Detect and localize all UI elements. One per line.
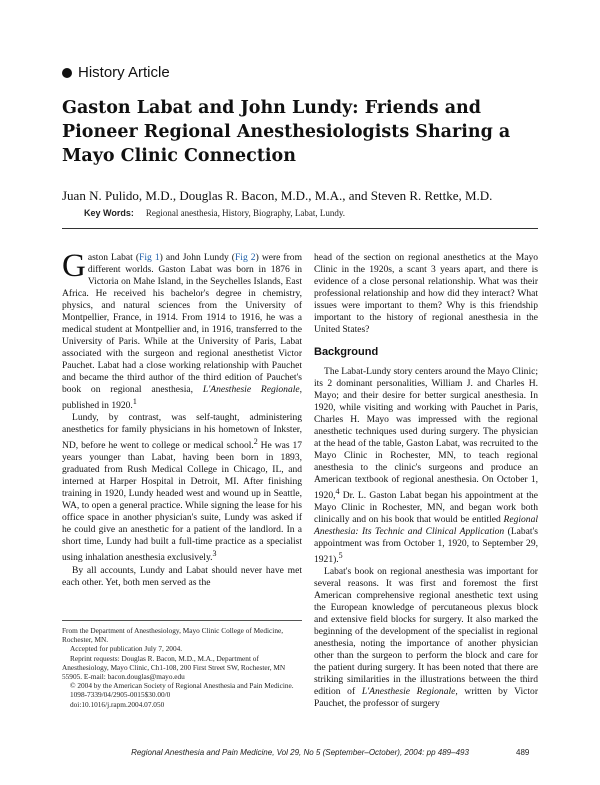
- footnote-affiliation: From the Department of Anesthesiology, Mayo Clinic College of Medicine, Rochester, MN.: [62, 626, 284, 645]
- keywords-list: Regional anesthesia, History, Biography, Labat, Lundy.: [145, 208, 346, 218]
- right-paragraph-3: Labat's book on regional anesthesia was important for several reasons. It was first and foremost the first American comprehensive regional anesthetic text using the European knowledge of percutaneous plexus block and extensive field blocks for surgery. It also marked the beginning of the development of the specialist in regional anesthesia, noting the importance of another physician other than the surgeon to perform the block and care for the patient during surgery. It has been noted that there are striking similarities in the illustrations between the third edition of L'Anesthesie Regionale, written by Victor Pauchet, the professor of surgery: [314, 566, 538, 710]
- right-paragraph-1: head of the section on regional anesthetics at the Mayo Clinic in the 1920s, a scant 3 years apart, and there is evidence of a close personal relationship. What was their professional relationship and how did they interact? What issues were important to them? Why is this friendship important to the history of regional anesthesia in the United States?: [314, 252, 538, 335]
- fig2-link[interactable]: Fig 2: [235, 252, 256, 263]
- paragraph-2: Lundy, by contrast, was self-taught, administering anesthetics for family physicians in his hometown of Inkster, ND, before he went to college or medical school.$^2$ He was 17 years younger than Labat, having been born in 1893, graduated from Rush Medical College in Chicago, IL, and interned at Harper Hospital in Detroit, MI. After finishing training in 1920, Lundy headed west and wound up in Seattle, WA, to open a general practice. While signing the lease for his office space in another physician's suite, Lundy was asked if he could give an anesthetic for a patient of the landlord. In a short time, Lundy had built a full-time practice as a specialist using inhalation anesthesia exclusively.$^3$: [62, 412, 302, 564]
- footnote: [62, 626, 302, 709]
- paragraph-3: By all accounts, Lundy and Labat should never have met each other. Yet, both men served as the: [62, 564, 302, 588]
- ref-1: 1: [132, 397, 137, 406]
- left-column: [62, 248, 302, 589]
- keywords-label: Key Words:: [84, 208, 134, 218]
- article-title: Gaston Labat and John Lundy: Friends and Pioneer Regional Anesthesiologists Sharing a Mayo Clinic Connection: [62, 98, 511, 166]
- footnote-rule: [62, 620, 302, 621]
- section-heading-background: Background: [314, 346, 379, 358]
- section-label: [62, 64, 170, 81]
- footnote-doi: doi:10.1016/j.rapm.2004.07.050: [70, 699, 165, 709]
- page-number: 489: [516, 748, 530, 757]
- header-rule: [62, 228, 538, 229]
- footnote-issn: 1098-7339/04/2905-0015$30.00/0: [70, 690, 171, 700]
- journal-footer: Regional Anesthesia and Pain Medicine, Vol 29, No 5 (September–October), 2004: pp 489–493: [131, 748, 469, 757]
- footnote-copyright: © 2004 by the American Society of Regional Anesthesia and Pain Medicine.: [70, 681, 294, 691]
- section-label-text: History Article: [78, 64, 170, 81]
- right-column: [314, 252, 538, 710]
- fig1-link[interactable]: Fig 1: [139, 252, 160, 263]
- keywords: [84, 208, 345, 218]
- authors: Juan N. Pulido, M.D., Douglas R. Bacon, M.D., M.A., and Steven R. Rettke, M.D.: [62, 188, 493, 203]
- footnote-reprint: Reprint requests: Douglas R. Bacon, M.D., M.A., Department of Anesthesiology, Mayo Clinic, Ch1-108, 200 First Street SW, Rochester, MN 55905. E-mail: bacon.douglas@mayo.edu: [62, 653, 286, 682]
- paragraph-1: Gaston Labat (Fig 1) and John Lundy (Fig 2) were from different worlds. Gaston Labat was born in 1876 in Victoria on Mahe Island, in the Seychelles Islands, East Africa. He received his bachelor's degree in chemistry, physics, and natural sciences from the University of Montpellier, France, in 1914. From 1914 to 1916, he was a medical student at Montpellier and, in 1916, transferred to the University of Paris. While at the University of Paris, Labat associated with the surgeon and regional anesthetist Victor Pauchet. Labat had a close working relationship with Pauchet and became the third author of the third edition of Pauchet's book on regional anesthesia, L'Anesthesie Regionale, published in 1920.$^1$: [62, 248, 302, 412]
- drop-cap: G: [62, 248, 86, 284]
- right-paragraph-2: The Labat-Lundy story centers around the Mayo Clinic; its 2 dominant personalities, William J. and Charles H. Mayo; and their desire for better surgical anesthesia. In 1920, while visiting and working with Pauchet in Paris, Charles H. Mayo was impressed with the regional anesthetic techniques used during surgery. The physician at the head of the table, Gaston Labat, was recruited to the Mayo Clinic in Rochester, MN, to teach regional anesthesia to the clinic's surgeons and produce an American textbook of regional anesthesia. On October 1, 1920,$^4$ Dr. L. Gaston Labat began his appointment at the Mayo Clinic in Rochester, MN, and began work both clinically and on his book that would be entitled Regional Anesthesia: Its Technic and Clinical Application (Labat's appointment was from October 1, 1920, to September 29, 1921).$^5$: [314, 366, 538, 566]
- footnote-accepted: Accepted for publication July 7, 2004.: [70, 644, 183, 654]
- bullet-icon: [62, 68, 72, 78]
